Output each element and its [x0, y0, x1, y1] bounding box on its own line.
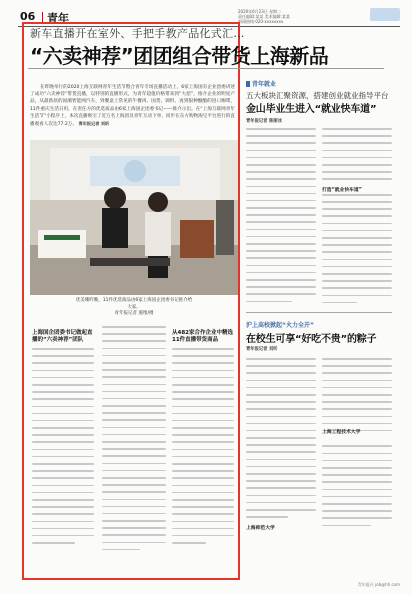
right-bottom-subhead-1: 上海工程技术大学: [322, 430, 361, 435]
photo-caption-text: 优美珊昨晚，11件优选商品由6家上海国企团委书记推介给大家。: [75, 298, 193, 310]
right-bottom-column-2: [322, 358, 392, 532]
kicker-mark: [246, 81, 250, 87]
lead-column-2-text: [102, 326, 166, 556]
right-top-title: 金山毕业生进入“就业快车道”: [246, 104, 377, 115]
header-meta-line: 2020年6月23日 星期二: [238, 9, 282, 14]
right-top-subhead-2: 打造“就业快车道”: [322, 188, 362, 193]
section-name: 青年: [47, 12, 69, 25]
lead-column-1-text: [32, 348, 94, 549]
lead-photo-image: [30, 140, 238, 295]
lead-photo: [30, 140, 238, 295]
right-bottom-subhead-2: 上海师范大学: [246, 526, 275, 531]
newspaper-logo: [370, 8, 400, 21]
right-top-kicker: [246, 79, 276, 88]
header-meta-line: 新闻热线:020-xxxxxxxx: [238, 19, 284, 24]
lead-paragraph: [30, 84, 235, 128]
photo-credit: 青年报记者 施维/摄: [114, 311, 154, 316]
right-top-column-1: [246, 128, 316, 308]
page-number: 06: [20, 10, 36, 23]
right-top-credit: 青年报记者 陈丽冰: [246, 119, 282, 124]
right-top-column-2: [322, 128, 392, 309]
lead-subhead: 新车直播开在室外、手把手教产品化式汇…: [30, 27, 245, 40]
lead-headline: “六卖神荐”团团组合带货上海新品: [30, 44, 329, 68]
header-meta: [238, 9, 358, 24]
lead-paragraph-text: 在昨晚举行的2020上海互联网青年生活节暨合青年专场直播活动上，6家上海国有企业团委讲述了成功“六卖神荐”带货直播，以特别的直播形式，为青年超值价格带来到“大招”，推介企业的明星产品，从最新款的国潮智能网汽车，到餐桌上常见的牛餐肉、国货、调料，再到限种酿酿的进口咖啡，11件重庆生活日用，在责任方的优选质品由6家上海国企团委书记——推介示出。在“上海互联网青年生活节”小程序上，本次直播吸引了近万名上海团员青年互动下单，同步在东方购物淘宝平台进行的直播观看人次达77.2万。: [30, 85, 235, 128]
right-bottom-kicker: 沪上高校掀起“火力全开”: [246, 322, 314, 329]
lead-credit: 青年报记者 刘昕: [78, 121, 110, 127]
lead-column-subhead-2: 从482家合作企业中精选11件直播带货商品: [172, 330, 233, 343]
right-bottom-title: 在校生可享“好吃不贵”的粽子: [246, 334, 377, 345]
lead-column-3-text: [172, 348, 234, 549]
right-top-kicker-text: 青年就业: [252, 81, 277, 88]
header-meta-line: 责任编辑:某某 美术编辑:某某: [238, 14, 290, 19]
page-footer: 青年报社 job@hh.com: [357, 582, 400, 587]
right-bottom-credit: 青年报记者 刘昕: [246, 347, 278, 352]
photo-caption: [74, 298, 194, 318]
right-top-subhead: 五大板块汇聚资源，搭建创业就业指导平台: [246, 91, 389, 100]
right-bottom-column-1: [246, 358, 316, 523]
lead-column-subhead-1: 上海国企团委书记做起直播的“六卖神荐”团队: [32, 330, 93, 343]
headline-rule: [28, 68, 384, 69]
right-divider: [246, 312, 392, 313]
